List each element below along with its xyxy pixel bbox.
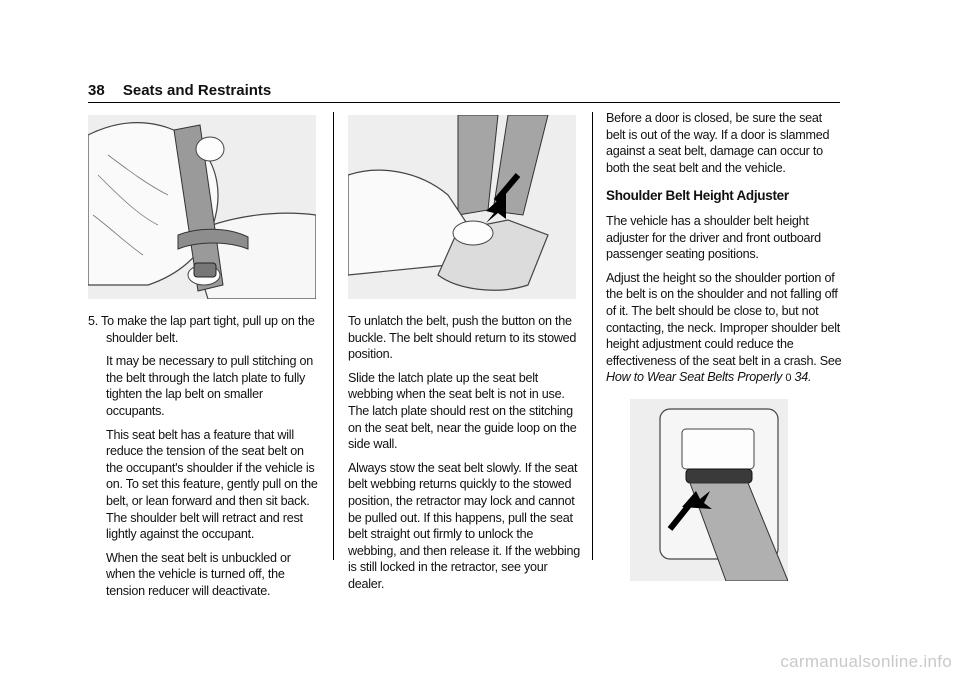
- step-5-number: 5.: [88, 314, 99, 328]
- col3-paragraph-1: Before a door is closed, be sure the seat belt is out of the way. If a door is slammed against a seat belt, damage can occur to both the seat belt and the vehicle.: [606, 111, 830, 175]
- col3-paragraph-2: The vehicle has a shoulder belt height adjuster for the driver and front outboard passenger seating positions.: [606, 213, 821, 262]
- section-heading: Shoulder Belt Height Adjuster: [606, 188, 789, 204]
- column-2: [348, 115, 582, 600]
- col3-paragraph-3-text: Adjust the height so the shoulder portion of the belt is on the shoulder and not falling off of it. The belt should be close to, but not contacting, the neck. Improper shoulder belt height adjustment could reduce the effectiveness of the seat belt in a crash. See: [606, 270, 842, 368]
- col1-paragraph-2: This seat belt has a feature that will reduce the tension of the seat belt on the occupant's shoulder if the vehicle is on. To set this feature, gently pull on the belt, or lean forward and then sit back. The shoulder belt will retract and rest lightly against the occupant.: [106, 427, 318, 542]
- col2-paragraph-1: To unlatch the belt, push the button on the buckle. The belt should return to its stowed position.: [348, 314, 577, 362]
- column-3: [606, 110, 842, 581]
- buckle-release-illustration: [348, 115, 576, 299]
- section-title: Seats and Restraints: [122, 82, 272, 99]
- watermark: carmanualsonline.info: [780, 652, 952, 671]
- column-divider-2: [592, 112, 593, 560]
- col2-paragraph-3: Always stow the seat belt slowly. If the seat belt webbing returns quickly to the stowed position, the retractor may lock and cannot be pulled out. If this happens, pull the seat belt straight out firmly to unlock the webbing, and then release it. If the webbing is still locked in the retractor, see your dealer.: [348, 460, 580, 591]
- page-number: 38: [88, 82, 105, 99]
- col3-paragraph-3: [606, 270, 842, 387]
- page-header: [88, 82, 840, 103]
- column-divider-1: [333, 112, 334, 560]
- column-1: [88, 115, 320, 607]
- cross-reference-page[interactable]: 34.: [794, 370, 812, 385]
- step-5: [88, 313, 320, 346]
- col2-paragraph-2: Slide the latch plate up the seat belt webbing when the seat belt is not in use. The latch plate should rest on the stitching on the seat belt, near the guide loop on the side wall.: [348, 370, 577, 452]
- lap-belt-illustration: [88, 115, 316, 299]
- page-reference-icon: 0: [785, 372, 792, 385]
- col1-paragraph-3: When the seat belt is unbuckled or when the vehicle is turned off, the tension reducer will deactivate.: [106, 550, 291, 598]
- step-5-text: To make the lap part tight, pull up on the shoulder belt.: [101, 314, 315, 345]
- height-adjuster-illustration: [630, 399, 788, 581]
- col1-paragraph-1: It may be necessary to pull stitching on the belt through the latch plate to fully tighten the lap belt on smaller occupants.: [106, 354, 314, 418]
- cross-reference-link[interactable]: How to Wear Seat Belts Properly: [606, 370, 783, 385]
